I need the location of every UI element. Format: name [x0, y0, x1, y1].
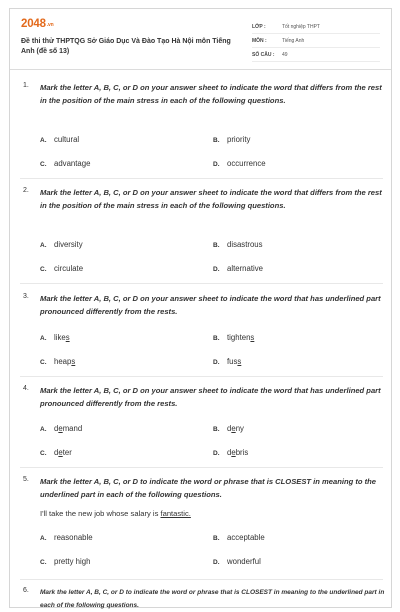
- question-instruction: Mark the letter A, B, C, or D on your answer sheet to indicate the word that has underlined part pronounced differently from the rests.: [40, 386, 381, 408]
- meta-class: [252, 19, 380, 34]
- option-a[interactable]: A. cultural: [40, 135, 80, 144]
- option-b[interactable]: B. priority: [213, 135, 251, 144]
- option-c[interactable]: C. advantage: [40, 159, 91, 168]
- meta-question-count: [252, 47, 380, 62]
- question-instruction: Mark the letter A, B, C, or D on your answer sheet to indicate the word that has underlined part pronounced differently from the rests.: [40, 294, 381, 316]
- option-b[interactable]: B. acceptable: [213, 533, 265, 542]
- divider: [20, 283, 383, 284]
- option-b[interactable]: B. disastrous: [213, 240, 263, 249]
- option-d[interactable]: D. fuss: [213, 357, 242, 366]
- option-c[interactable]: C. pretty high: [40, 557, 91, 566]
- meta-label: SỐ CÂU :: [252, 52, 275, 58]
- question-instruction: Mark the letter A, B, C, or D on your answer sheet to indicate the word that differs from the rest in the position of the main stress in each of the following questions.: [40, 188, 382, 210]
- exam-title: Đề thi thử THPTQG Sở Giáo Dục Và Đào Tạo Hà Nội môn Tiếng Anh (đề số 13): [21, 38, 231, 55]
- question-instruction: Mark the letter A, B, C, or D on your answer sheet to indicate the word that differs from the rest in the position of the main stress in each of the following questions.: [40, 83, 382, 105]
- site-logo[interactable]: 2048.vn: [21, 18, 54, 30]
- option-c[interactable]: C. deter: [40, 448, 72, 457]
- meta-value: Tiếng Anh: [282, 38, 305, 44]
- question-number: 3.: [23, 293, 29, 300]
- question-number: 1.: [23, 82, 29, 89]
- meta-value: Tốt nghiệp THPT: [282, 24, 320, 30]
- meta-value: 49: [282, 52, 288, 58]
- option-c[interactable]: C. heaps: [40, 357, 76, 366]
- question-number: 6.: [23, 587, 29, 594]
- question-sentence: I'll take the new job whose salary is fantastic.: [40, 509, 191, 518]
- divider: [20, 579, 383, 580]
- option-d[interactable]: D. wonderful: [213, 557, 261, 566]
- option-a[interactable]: A. diversity: [40, 240, 83, 249]
- question-number: 2.: [23, 187, 29, 194]
- meta-label: LỚP :: [252, 24, 266, 30]
- exam-header: [10, 9, 391, 70]
- question-instruction: Mark the letter A, B, C, or D to indicate the word or phrase that is CLOSEST in meaning to the underlined part in each of the following questions.: [40, 477, 376, 499]
- question-number: 4.: [23, 385, 29, 392]
- option-b[interactable]: B. tightens: [213, 333, 255, 342]
- option-c[interactable]: C. circulate: [40, 264, 84, 273]
- option-a[interactable]: A. demand: [40, 424, 83, 433]
- option-a[interactable]: A. likes: [40, 333, 70, 342]
- meta-subject: [252, 33, 380, 48]
- option-d[interactable]: D. debris: [213, 448, 249, 457]
- option-b[interactable]: B. deny: [213, 424, 244, 433]
- meta-label: MÔN :: [252, 38, 267, 44]
- question-instruction: Mark the letter A, B, C, or D to indicate the word or phrase that is CLOSEST in meaning to the underlined part in each of the following questions.: [40, 589, 385, 609]
- divider: [20, 178, 383, 179]
- option-d[interactable]: D. alternative: [213, 264, 263, 273]
- exam-page: [9, 8, 392, 608]
- divider: [20, 467, 383, 468]
- option-d[interactable]: D. occurrence: [213, 159, 266, 168]
- question-number: 5.: [23, 476, 29, 483]
- divider: [20, 376, 383, 377]
- option-a[interactable]: A. reasonable: [40, 533, 93, 542]
